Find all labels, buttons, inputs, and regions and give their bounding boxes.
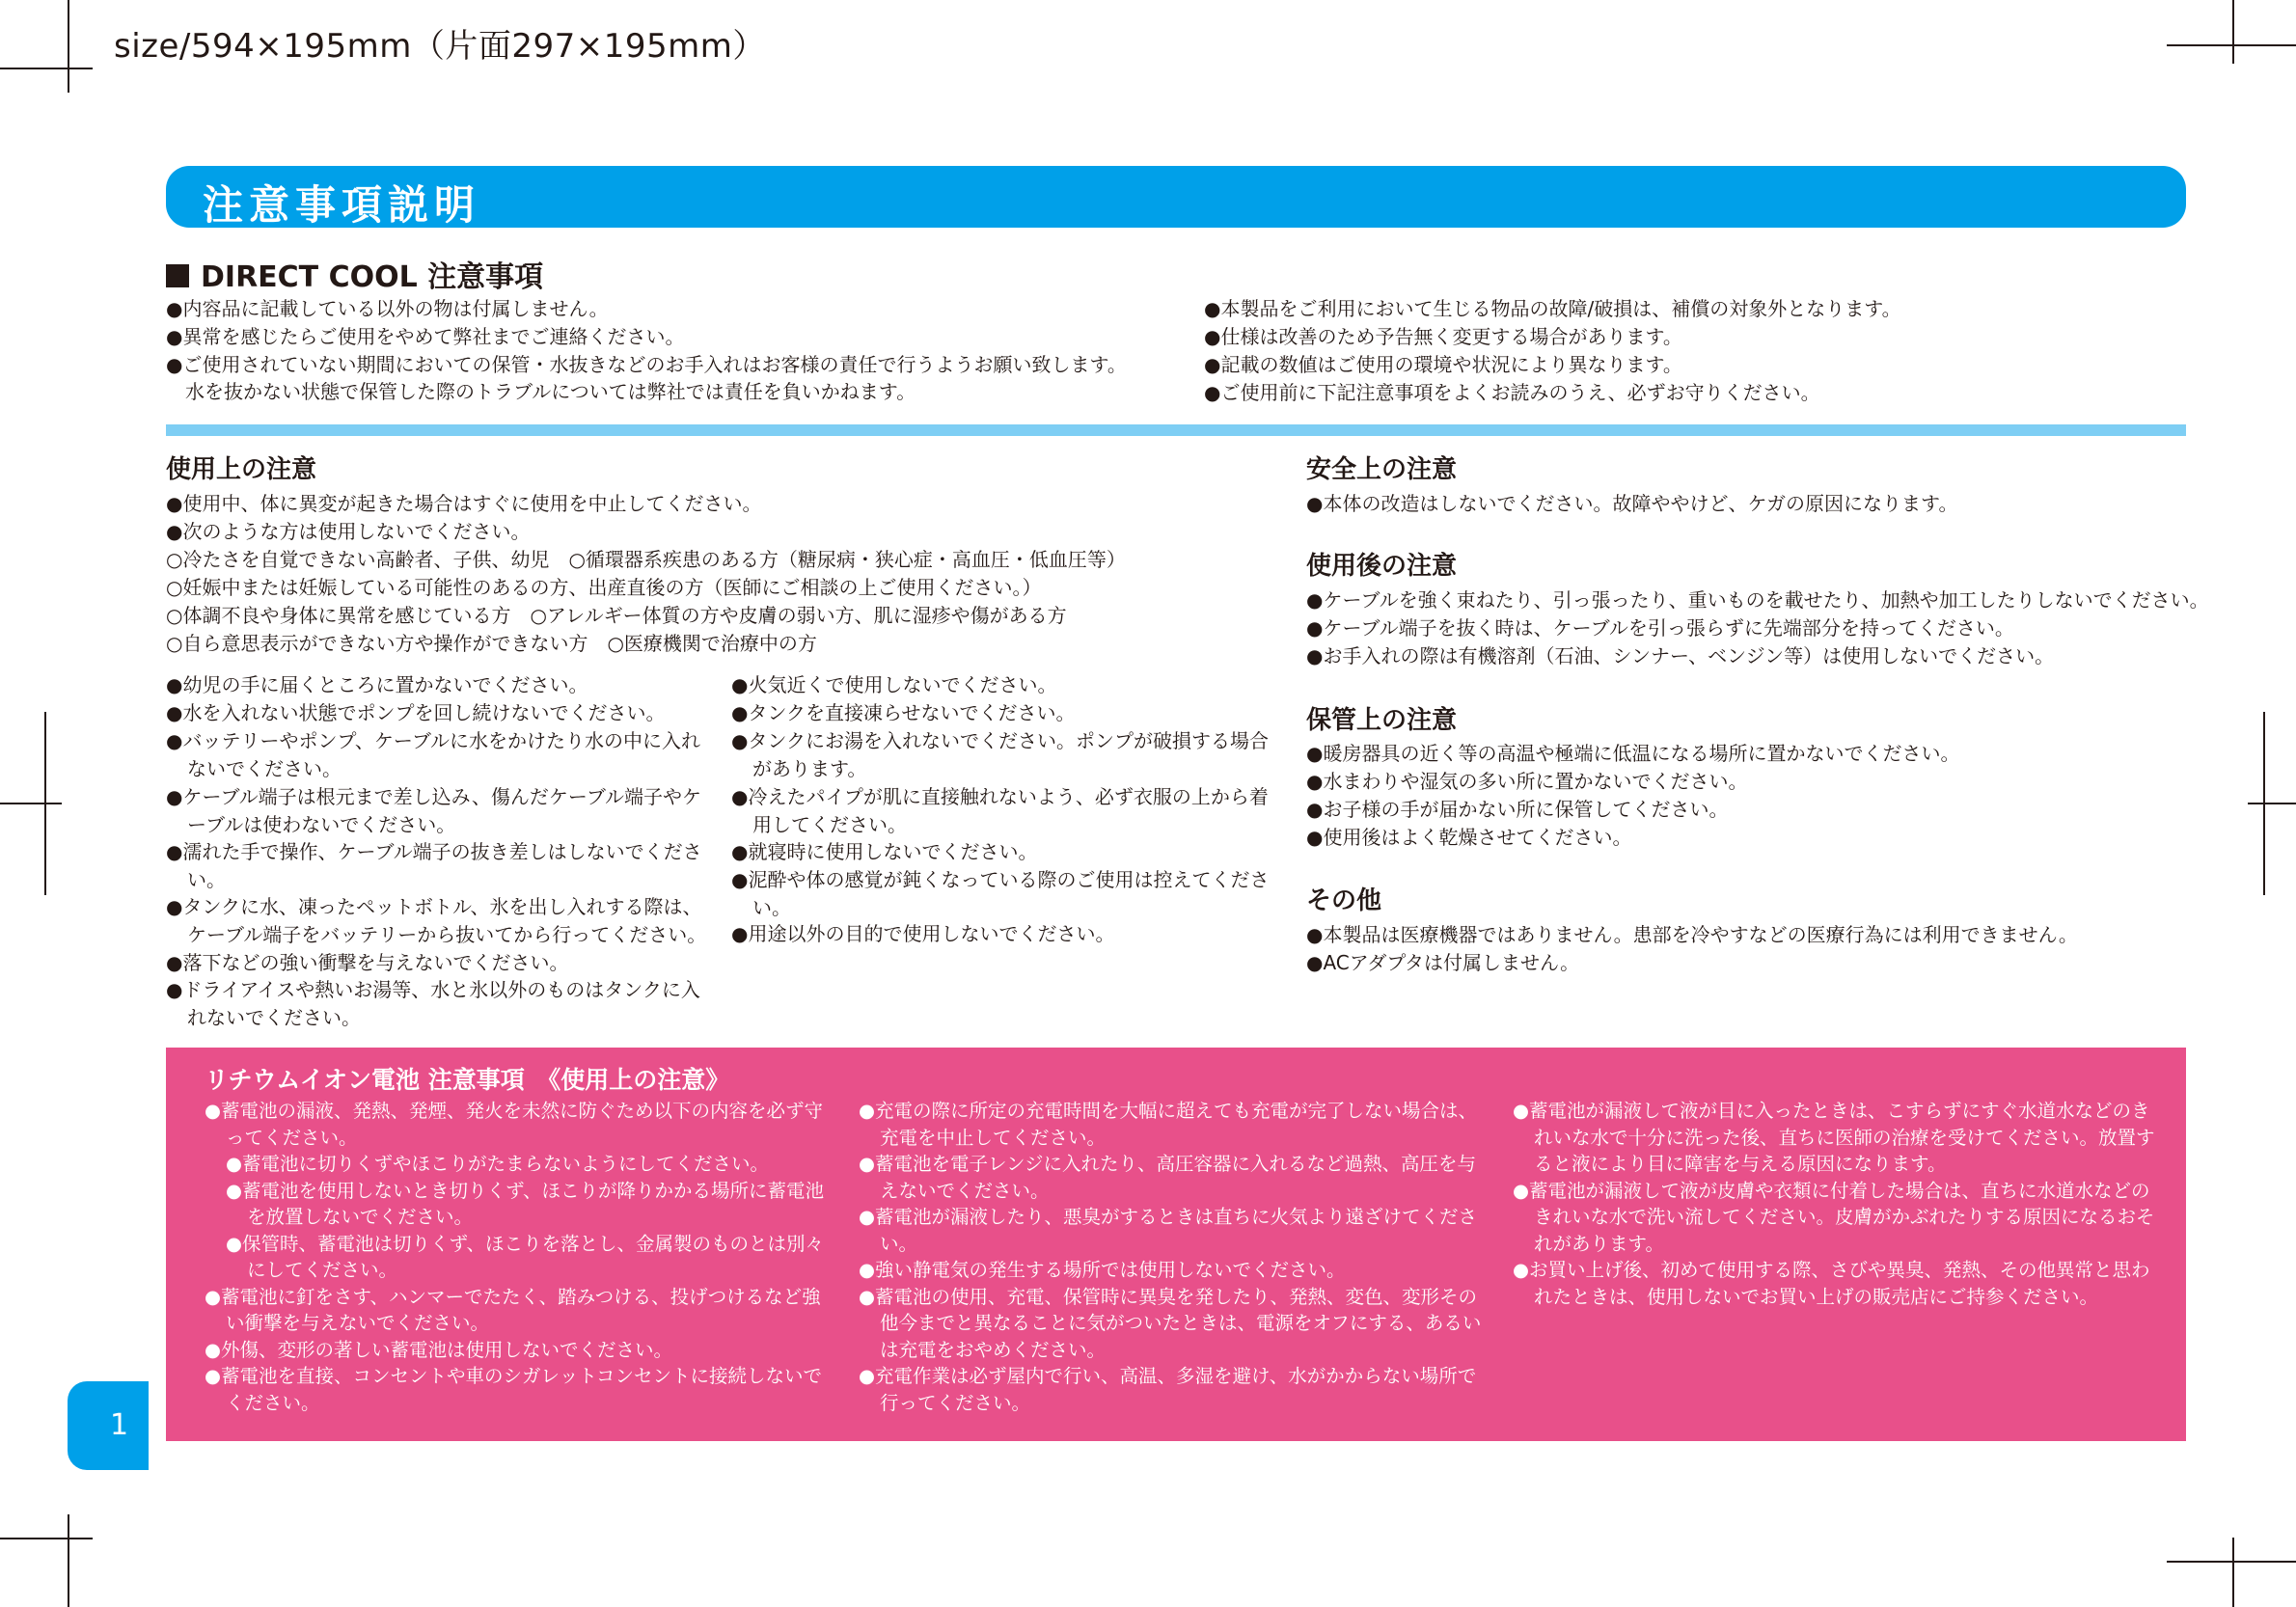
direct-cool-item: ●内容品に記載している以外の物は付属しません。 bbox=[166, 297, 609, 320]
after-use-heading: 使用後の注意 bbox=[1306, 552, 1458, 581]
page-title: 注意事項説明 bbox=[203, 181, 481, 229]
storage-item: ●使用後はよく乾燥させてください。 bbox=[1306, 826, 1632, 849]
battery-col-2 bbox=[859, 1098, 1486, 1416]
crop-mark bbox=[68, 1514, 69, 1607]
usage-item: ○自ら意思表示ができない方や操作ができない方 ○医療機関で治療中の方 bbox=[166, 632, 817, 655]
battery-item: ●蓄電池の使用、充電、保管時に異臭を発したり、発熱、変色、変形その他今までと異なることに気がついたときは、電源をオフにする、あるいは充電をおやめください。 bbox=[859, 1285, 1482, 1361]
crop-mark bbox=[2232, 1538, 2234, 1607]
storage-item: ●水まわりや湿気の多い所に置かないでください。 bbox=[1306, 770, 1748, 793]
battery-item: ●蓄電池を使用しないとき切りくず、ほこりが降りかかる場所に蓄電池を放置しないでください。 bbox=[226, 1179, 824, 1228]
after-use-item: ●お手入れの際は有機溶剤（石油、シンナー、ベンジン等）は使用しないでください。 bbox=[1306, 644, 2055, 667]
usage-item: ●冷えたパイプが肌に直接触れないよう、必ず衣服の上から着用してください。 bbox=[731, 785, 1269, 836]
usage-item: ●落下などの強い衝撃を与えないでください。 bbox=[166, 951, 569, 974]
section-divider bbox=[166, 424, 2186, 436]
usage-item: ○妊娠中または妊娠している可能性のあるの方、出産直後の方（医師にご相談の上ご使用ください。） bbox=[166, 576, 1042, 599]
direct-cool-item: ●本製品をご利用において生じる物品の故障/破損は、補償の対象外となります。 bbox=[1204, 297, 1901, 320]
usage-item: ●バッテリーやポンプ、ケーブルに水をかけたり水の中に入れないでください。 bbox=[166, 729, 701, 780]
direct-cool-item: ●異常を感じたらご使用をやめて弊社までご連絡ください。 bbox=[166, 325, 685, 348]
battery-item: ●保管時、蓄電池は切りくず、ほこりを落とし、金属製のものとは別々にしてください。 bbox=[226, 1232, 824, 1281]
battery-panel bbox=[166, 1048, 2186, 1441]
crop-mark bbox=[2232, 0, 2234, 64]
battery-item: ●蓄電池に釘をさす、ハンマーでたたく、踏みつける、投げつけるなど強い衝撃を与えないでください。 bbox=[205, 1285, 821, 1334]
page-number: 1 bbox=[110, 1408, 129, 1442]
direct-cool-item: ●ご使用されていない期間においての保管・水抜きなどのお手入れはお客様の責任で行うようお願い致します。 bbox=[166, 353, 1127, 376]
battery-heading: リチウムイオン電池 注意事項 《使用上の注意》 bbox=[205, 1066, 730, 1094]
battery-item: ●外傷、変形の著しい蓄電池は使用しないでください。 bbox=[205, 1338, 673, 1361]
direct-cool-heading: DIRECT COOL 注意事項 bbox=[166, 253, 543, 295]
usage-item: ○体調不良や身体に異常を感じている方 ○アレルギー体質の方や皮膚の弱い方、肌に湿疹や傷がある方 bbox=[166, 604, 1067, 627]
usage-item: ●次のような方は使用しないでください。 bbox=[166, 520, 531, 543]
battery-item: ●お買い上げ後、初めて使用する際、さびや異臭、発熱、その他異常と思われたときは、使用しないでお買い上げの販売店にご持参ください。 bbox=[1513, 1259, 2150, 1308]
battery-item: ●蓄電池を直接、コンセントや車のシガレットコンセントに接続しないでください。 bbox=[205, 1365, 823, 1414]
page-number-tab bbox=[68, 1381, 149, 1470]
battery-col-3 bbox=[1513, 1098, 2157, 1310]
storage-item: ●暖房器具の近く等の高温や極端に低温になる場所に置かないでください。 bbox=[1306, 742, 1960, 765]
crop-mark bbox=[0, 803, 62, 804]
usage-heading: 使用上の注意 bbox=[166, 455, 317, 484]
battery-item: ●蓄電池が漏液したり、悪臭がするときは直ちに火気より遠ざけてください。 bbox=[859, 1206, 1478, 1255]
crop-mark bbox=[2167, 44, 2296, 46]
other-heading: その他 bbox=[1306, 886, 1382, 915]
battery-item: ●充電の際に所定の充電時間を大幅に超えても充電が完了しない場合は、充電を中止してください。 bbox=[859, 1100, 1478, 1149]
battery-item: ●充電作業は必ず屋内で行い、高温、多湿を避け、水がかからない場所で行ってください。 bbox=[859, 1365, 1477, 1414]
crop-mark bbox=[0, 68, 93, 69]
usage-item: ○冷たさを自覚できない高齢者、子供、幼児 ○循環器系疾患のある方（糖尿病・狭心症・高血圧・低血圧等） bbox=[166, 548, 1126, 571]
after-use-item: ●ケーブル端子を抜く時は、ケーブルを引っ張らずに先端部分を持ってください。 bbox=[1306, 616, 2014, 640]
crop-mark bbox=[2167, 1561, 2296, 1563]
usage-item: ●火気近くで使用しないでください。 bbox=[731, 673, 1057, 696]
usage-item: ●タンクに水、凍ったペットボトル、氷を出し入れする際は、ケーブル端子をバッテリーから抜いてから行ってください。 bbox=[166, 895, 707, 946]
usage-item: ●ケーブル端子は根元まで差し込み、傷んだケーブル端子やケーブルは使わないでください。 bbox=[166, 785, 702, 836]
usage-item: ●用途以外の目的で使用しないでください。 bbox=[731, 922, 1115, 945]
battery-col-1 bbox=[205, 1098, 834, 1416]
safety-heading: 安全上の注意 bbox=[1306, 455, 1458, 484]
usage-item: ●泥酔や体の感覚が鈍くなっている際のご使用は控えてください。 bbox=[731, 868, 1270, 919]
storage-item: ●お子様の手が届かない所に保管してください。 bbox=[1306, 798, 1729, 821]
other-item: ●ACアダプタは付属しません。 bbox=[1306, 951, 1580, 974]
crop-mark bbox=[2248, 803, 2296, 804]
storage-heading: 保管上の注意 bbox=[1306, 706, 1458, 735]
usage-item: ●ドライアイスや熱いお湯等、水と氷以外のものはタンクに入れないでください。 bbox=[166, 978, 700, 1029]
other-item: ●本製品は医療機器ではありません。患部を冷やすなどの医療行為には利用できません。 bbox=[1306, 923, 2078, 946]
usage-item: ●タンクを直接凍らせないでください。 bbox=[731, 701, 1076, 724]
safety-item: ●本体の改造はしないでください。故障ややけど、ケガの原因になります。 bbox=[1306, 492, 1958, 515]
direct-cool-item: ●仕様は改善のため予告無く変更する場合があります。 bbox=[1204, 325, 1682, 348]
usage-item: ●水を入れない状態でポンプを回し続けないでください。 bbox=[166, 701, 666, 724]
battery-item: ●強い静電気の発生する場所では使用しないでください。 bbox=[859, 1259, 1346, 1281]
crop-mark bbox=[0, 1538, 93, 1539]
usage-item: ●就寝時に使用しないでください。 bbox=[731, 840, 1038, 863]
direct-cool-item: 水を抜かない状態で保管した際のトラブルについては弊社では責任を負いかねます。 bbox=[185, 380, 916, 403]
after-use-item: ●ケーブルを強く束ねたり、引っ張ったり、重いものを載せたり、加熱や加工したりしないでください。 bbox=[1306, 588, 2209, 612]
usage-item: ●濡れた手で操作、ケーブル端子の抜き差しはしないでください。 bbox=[166, 840, 702, 891]
title-bar bbox=[166, 166, 2186, 228]
size-label: size/594×195mm（片面297×195mm） bbox=[114, 27, 766, 66]
usage-item: ●タンクにお湯を入れないでください。ポンプが破損する場合があります。 bbox=[731, 729, 1270, 780]
square-bullet-icon bbox=[166, 264, 189, 287]
direct-cool-item: ●ご使用前に下記注意事項をよくお読みのうえ、必ずお守りください。 bbox=[1204, 381, 1820, 404]
battery-item: ●蓄電池に切りくずやほこりがたまらないようにしてください。 bbox=[226, 1153, 770, 1175]
crop-mark bbox=[68, 0, 69, 93]
battery-item: ●蓄電池を電子レンジに入れたり、高圧容器に入れるなど過熱、高圧を与えないでください。 bbox=[859, 1153, 1477, 1202]
direct-cool-item: ●記載の数値はご使用の環境や状況により異なります。 bbox=[1204, 353, 1682, 376]
battery-item: ●蓄電池が漏液して液が目に入ったときは、こすらずにすぐ水道水などのきれいな水で十分に洗った後、直ちに医師の治療を受けてください。放置すると液により目に障害を与える原因になります。 bbox=[1513, 1100, 2155, 1175]
battery-item: ●蓄電池が漏液して液が皮膚や衣類に付着した場合は、直ちに水道水などのきれいな水で洗い流してください。皮膚がかぶれたりする原因になるおそれがあります。 bbox=[1513, 1179, 2155, 1255]
usage-item: ●幼児の手に届くところに置かないでください。 bbox=[166, 673, 588, 696]
usage-item: ●使用中、体に異変が起きた場合はすぐに使用を中止してください。 bbox=[166, 492, 762, 515]
battery-item: ●蓄電池の漏液、発熱、発煙、発火を未然に防ぐため以下の内容を必ず守ってください。 bbox=[205, 1100, 824, 1149]
